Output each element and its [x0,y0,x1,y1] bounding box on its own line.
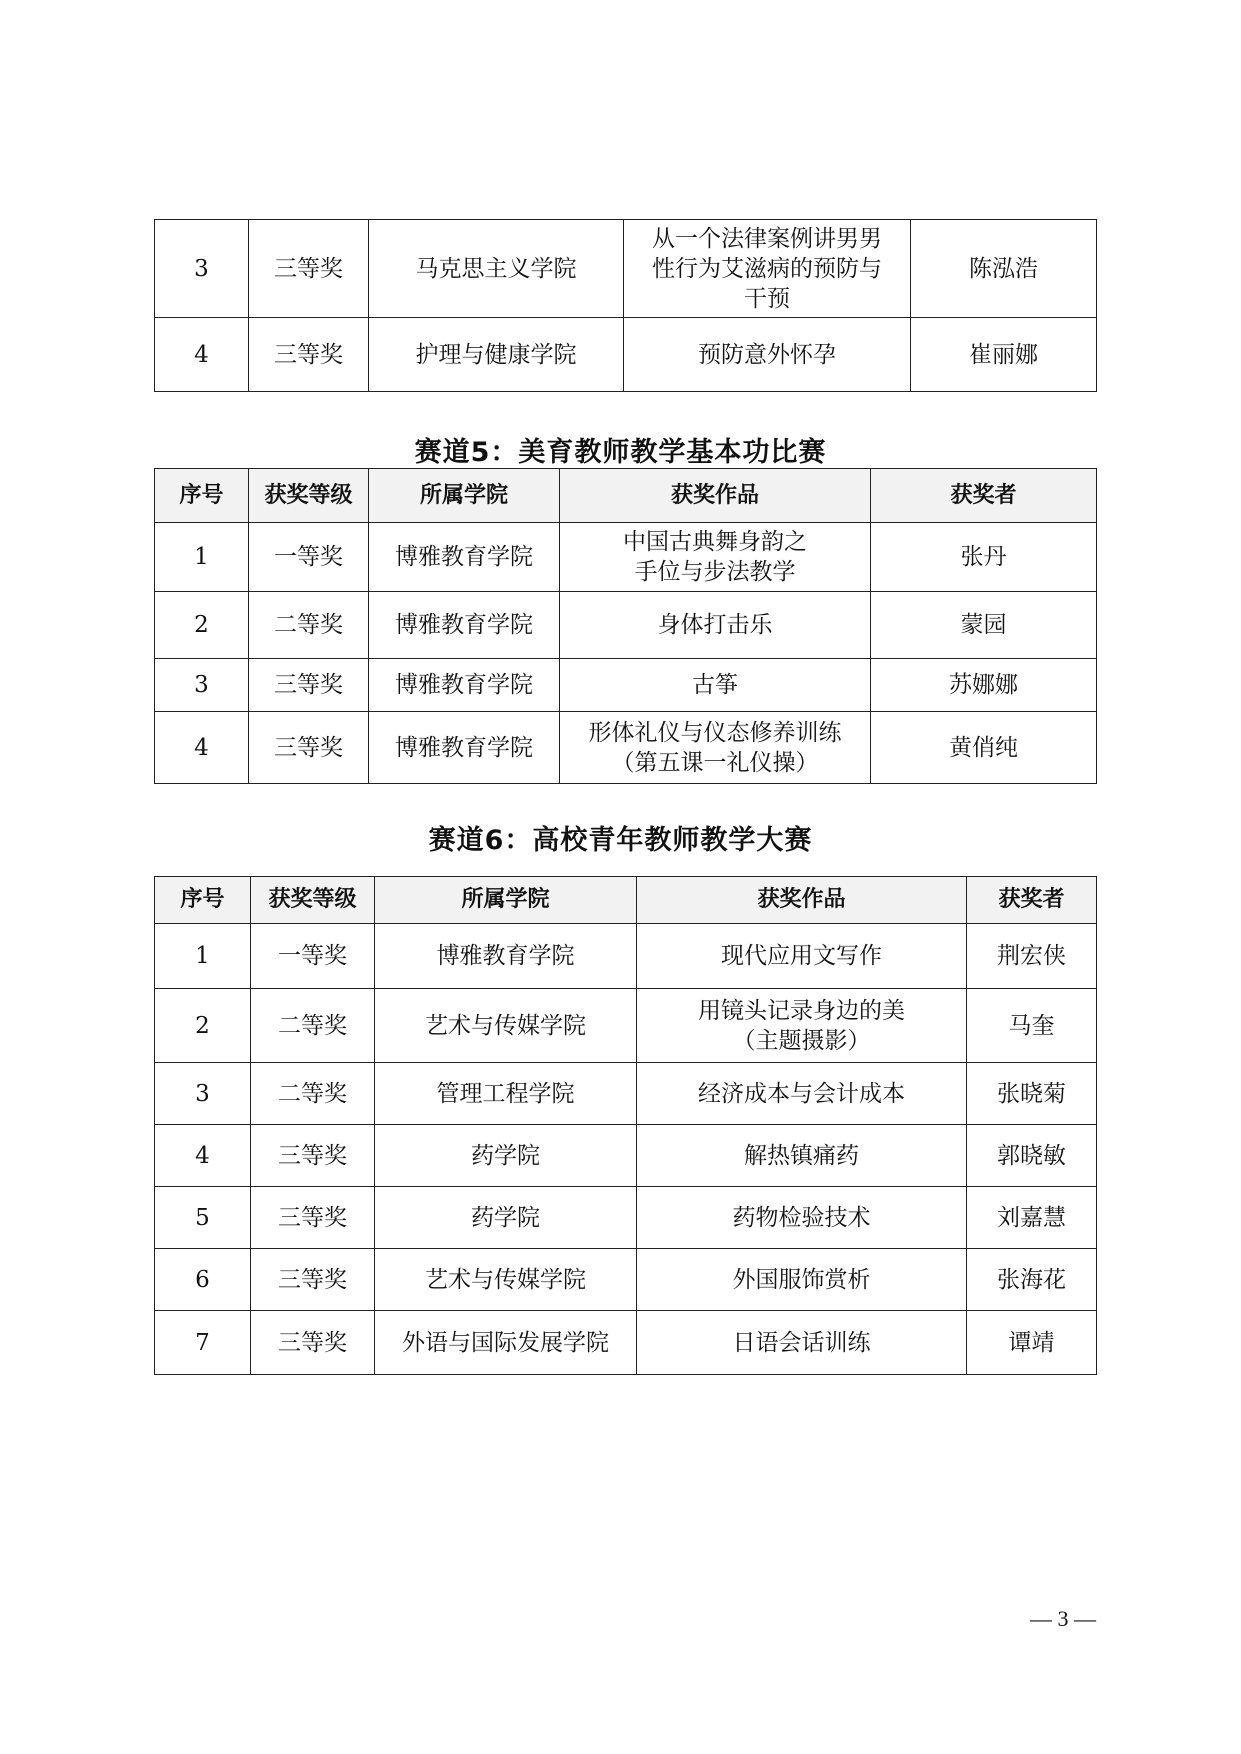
page-number: — 3 — [1030,1606,1096,1631]
college-cell: 博雅教育学院 [369,523,560,592]
work-cell [560,712,871,784]
table-row [155,1249,1097,1311]
winner-cell: 蒙园 [871,592,1097,659]
serial-cell: 4 [155,1125,251,1187]
winner-cell: 张海花 [967,1249,1097,1311]
table-header-row [155,469,1097,523]
award-level-cell: 三等奖 [251,1187,375,1249]
winner-cell: 刘嘉慧 [967,1187,1097,1249]
serial-cell: 7 [155,1311,251,1375]
work-line: 性行为艾滋病的预防与 [652,255,882,282]
table-row [155,318,1097,392]
serial-cell: 1 [155,523,249,592]
award-level-cell: 三等奖 [249,318,369,392]
college-cell: 药学院 [375,1187,637,1249]
track6-table [154,876,1097,1375]
work-cell: 身体打击乐 [560,592,871,659]
work-cell [637,989,967,1063]
work-line: 形体礼仪与仪态修养训练 [588,719,842,746]
winner-cell: 崔丽娜 [911,318,1097,392]
award-level-cell: 二等奖 [251,989,375,1063]
work-cell [624,220,911,318]
winner-cell: 郭晓敏 [967,1125,1097,1187]
award-level-cell: 三等奖 [251,1249,375,1311]
header-college: 所属学院 [369,469,560,523]
track6-title: 赛道6：高校青年教师教学大赛 [428,825,813,856]
winner-cell: 张晓菊 [967,1063,1097,1125]
serial-cell: 2 [155,592,249,659]
header-serial: 序号 [155,877,251,924]
table-header-row [155,877,1097,924]
serial-cell: 3 [155,220,249,318]
table-row [155,712,1097,784]
college-cell: 博雅教育学院 [375,924,637,989]
winner-cell: 陈泓浩 [911,220,1097,318]
college-cell: 博雅教育学院 [369,712,560,784]
header-winner: 获奖者 [967,877,1097,924]
header-work: 获奖作品 [560,469,871,523]
college-cell: 外语与国际发展学院 [375,1311,637,1375]
work-line: （主题摄影） [732,1027,871,1054]
winner-cell: 黄俏纯 [871,712,1097,784]
award-level-cell: 三等奖 [251,1125,375,1187]
work-line: 手位与步法教学 [634,559,796,585]
award-table-continued [154,219,1097,392]
work-cell: 日语会话训练 [637,1311,967,1375]
work-cell: 现代应用文写作 [637,924,967,989]
header-work: 获奖作品 [637,877,967,924]
serial-cell: 5 [155,1187,251,1249]
college-cell: 博雅教育学院 [369,592,560,659]
college-cell: 药学院 [375,1125,637,1187]
table-row [155,659,1097,712]
work-line: 从一个法律案例讲男男 [652,225,882,252]
header-award-level: 获奖等级 [251,877,375,924]
work-line: （第五课一礼仪操） [611,749,819,776]
header-serial: 序号 [155,469,249,523]
work-line: 干预 [744,285,790,312]
table-row [155,1187,1097,1249]
work-line: 中国古典舞身韵之 [623,529,807,555]
serial-cell: 4 [155,318,249,392]
award-level-cell: 三等奖 [249,712,369,784]
work-cell: 外国服饰赏析 [637,1249,967,1311]
college-cell: 护理与健康学院 [369,318,624,392]
award-level-cell: 一等奖 [251,924,375,989]
college-cell: 艺术与传媒学院 [375,1249,637,1311]
serial-cell: 3 [155,659,249,712]
winner-cell: 谭靖 [967,1311,1097,1375]
college-cell: 博雅教育学院 [369,659,560,712]
header-winner: 获奖者 [871,469,1097,523]
award-level-cell: 三等奖 [249,220,369,318]
work-cell: 经济成本与会计成本 [637,1063,967,1125]
serial-cell: 4 [155,712,249,784]
award-level-cell: 二等奖 [249,592,369,659]
serial-cell: 6 [155,1249,251,1311]
table-row [155,1311,1097,1375]
college-cell: 马克思主义学院 [369,220,624,318]
serial-cell: 1 [155,924,251,989]
table-row [155,1063,1097,1125]
track5-table [154,468,1097,784]
winner-cell: 荆宏侠 [967,924,1097,989]
winner-cell: 马奎 [967,989,1097,1063]
table-row [155,592,1097,659]
table-row [155,924,1097,989]
table-row [155,1125,1097,1187]
work-cell: 预防意外怀孕 [624,318,911,392]
work-line: 用镜头记录身边的美 [698,997,905,1024]
college-cell: 艺术与传媒学院 [375,989,637,1063]
award-level-cell: 三等奖 [249,659,369,712]
winner-cell: 张丹 [871,523,1097,592]
work-cell: 古筝 [560,659,871,712]
award-level-cell: 一等奖 [249,523,369,592]
work-cell [560,523,871,592]
winner-cell: 苏娜娜 [871,659,1097,712]
table-row [155,220,1097,318]
award-level-cell: 三等奖 [251,1311,375,1375]
header-college: 所属学院 [375,877,637,924]
work-cell: 药物检验技术 [637,1187,967,1249]
serial-cell: 2 [155,989,251,1063]
table-row [155,989,1097,1063]
serial-cell: 3 [155,1063,251,1125]
track5-title: 赛道5：美育教师教学基本功比赛 [414,437,827,468]
table-row [155,523,1097,592]
work-cell: 解热镇痛药 [637,1125,967,1187]
college-cell: 管理工程学院 [375,1063,637,1125]
header-award-level: 获奖等级 [249,469,369,523]
award-level-cell: 二等奖 [251,1063,375,1125]
